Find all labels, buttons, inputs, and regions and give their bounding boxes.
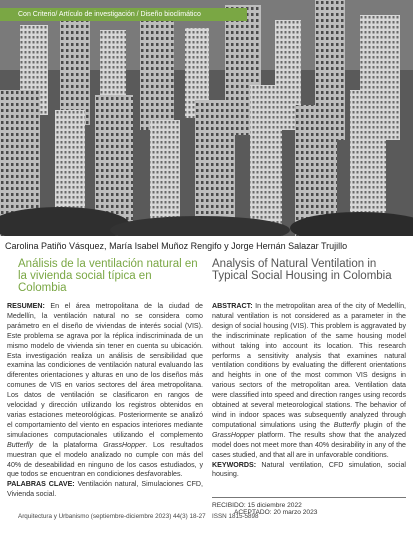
abstract-text-3: platform. The results show that the analyzed model does not meet more than 40% desirability in any of the cases studied, and that all are in unfavorable conditions. (212, 430, 406, 459)
resumen-column (7, 302, 203, 500)
resumen-text-3: . Los resultados muestran que el modelo analizado no cumple con más del 40% de deseabilidad en ninguno de los casos estudiados, y que todos se encuentran en condiciones desfavorables. (7, 440, 203, 479)
keywords-label: KEYWORDS: (212, 460, 257, 469)
title-english: Analysis of Natural Ventilation in Typical Social Housing in Colombia (212, 258, 392, 282)
abstract-label: ABSTRACT: (212, 302, 253, 310)
resumen-italic-1: Butterfly (7, 440, 34, 449)
keywords-text: Natural ventilation, CFD simulation, social housing. (212, 460, 406, 479)
abstract-text-1: In the metropolitan area of the city of Medellín, natural ventilation is not considered as a parameter in the design of social housing (VIS). This problem is aggravated by the indiscriminate replication of the same housing model without taking into account its location. This research performs a sensitivity analysis that examines natural ventilation conditions by evaluating the different orientations and heights in one of the most common VIS designs in various sectors of the metropolitan area. Ventilation data were classified into speed and direction ranges using records obtained at several meteorological stations. The behavior of wind in indoor spaces was subsequently analyzed through computational simulations using the (212, 302, 406, 429)
palabras-text: Ventilación natural, Simulaciones CFD, Vivienda social. (7, 480, 203, 499)
abstract-italic-2: GrassHopper (212, 430, 255, 439)
received-date: RECIBIDO: 15 diciembre 2022 (212, 502, 302, 509)
abstract-text-2: plugin of the (359, 420, 407, 429)
resumen-label: RESUMEN: (7, 302, 45, 310)
resumen-paragraph (7, 302, 203, 480)
abstract-italic-1: Butterfly (333, 420, 360, 429)
accepted-date: ACEPTADO: 20 marzo 2023 (234, 509, 318, 516)
palabras-clave (7, 480, 203, 500)
title-spanish: Análisis de la ventilación natural en la vivienda social típica en Colombia (18, 258, 198, 294)
resumen-italic-2: GrassHopper (103, 440, 146, 449)
resumen-text-1: En el área metropolitana de la ciudad de Medellín, la ventilación natural no se considera como parámetro en el diseño de viviendas de interés social (VIS). Este problema se agrava por la réplica indiscriminada de un mismo modelo de vivienda sin tener en cuenta su ubicación. Esta investigación realiza un análisis de sensibilidad que examina las condiciones de ventilación natural evaluando las diferentes orientaciones y alturas en uno de los diseños más comunes de VIS en varios sectores del área metropolitana. Los datos de ventilación se clasificaron en rangos de velocidad y dirección utilizando los registros obtenidos en varias estaciones meteorológicas. Posteriormente se analizó el comportamiento del viento en espacios interiores mediante simulaciones computacionales utilizando el complemento (7, 302, 203, 439)
keywords (212, 461, 406, 481)
category-label: Con Criterio/ Artículo de investigación / Diseño bioclimático (0, 8, 247, 21)
journal-citation: Arquitectura y Urbanismo (septiembre-diciembre 2023) 44(3) 18-27 (18, 513, 206, 520)
authors: Carolina Patiño Vásquez, María Isabel Muñoz Rengifo y Jorge Hernán Salazar Trujillo (5, 241, 348, 251)
city-buildings-illustration (0, 0, 413, 236)
issn: ISSN 1815-5898 (212, 513, 259, 520)
resumen-text-2: de la plataforma (33, 440, 104, 449)
abstract-column (212, 302, 406, 480)
palabras-label: PALABRAS CLAVE: (7, 480, 75, 489)
header-photo (0, 0, 413, 236)
abstract-paragraph (212, 302, 406, 461)
